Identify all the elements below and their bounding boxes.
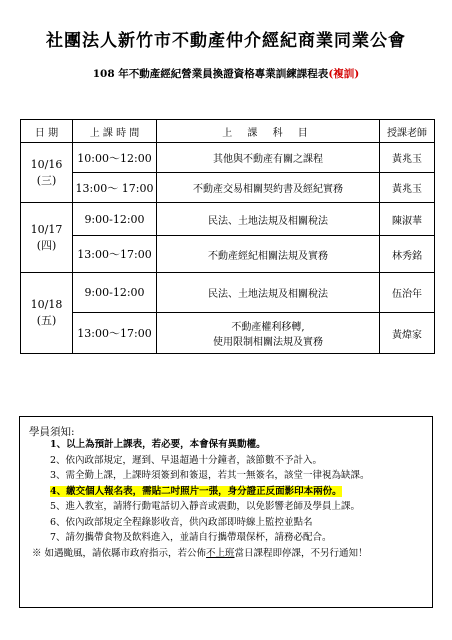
typhoon-text-underlined: 不上班 xyxy=(206,548,235,559)
teacher-cell: 伍治年 xyxy=(380,273,435,313)
header-time: 上 課 時 間 xyxy=(73,120,157,143)
notice-item: 1、以上為預計上課表，若必要，本會保有異動權。 xyxy=(50,439,266,450)
notice-item: 7、請勿攜帶食物及飲料進入，並請自行攜帶環保杯，請務必配合。 xyxy=(50,532,332,543)
typhoon-text-end: 當日課程即停課，不另行通知！ xyxy=(234,548,368,559)
table-row xyxy=(21,173,435,203)
course-subtitle xyxy=(0,66,452,81)
date-label: 10/16 xyxy=(30,157,63,171)
weekday-label: (三) xyxy=(36,173,57,187)
date-cell xyxy=(21,143,73,203)
table-row xyxy=(21,313,435,354)
table-row xyxy=(21,203,435,236)
notice-list xyxy=(50,437,425,546)
notice-item: 2、依內政部規定，遲到、早退超過十分鐘者，該節數不予計入。 xyxy=(50,454,323,466)
header-subject: 上 課 科 目 xyxy=(157,120,380,143)
typhoon-text-start: ※ 如遇颱風，請依縣市政府指示，若公佈 xyxy=(32,548,207,559)
teacher-cell: 黃兆玉 xyxy=(380,143,435,173)
subject-cell xyxy=(157,313,380,354)
date-label: 10/17 xyxy=(30,222,63,236)
teacher-cell: 陳淑華 xyxy=(380,203,435,236)
table-header-row xyxy=(21,120,435,143)
typhoon-notice xyxy=(32,546,368,561)
notice-item: 6、依內政部規定全程錄影收音，供內政部即時線上監控並點名 xyxy=(50,516,313,528)
time-cell: 10:00～12:00 xyxy=(73,143,157,173)
table-row xyxy=(21,273,435,313)
date-label: 10/18 xyxy=(30,298,63,311)
subject-line: 不動產權利移轉, xyxy=(231,322,305,333)
refresher-mark: (複訓) xyxy=(328,68,360,80)
subject-cell: 民法、土地法規及相關稅法 xyxy=(157,273,380,313)
date-cell xyxy=(21,203,73,273)
subject-cell: 不動產交易相關契約書及經紀實務 xyxy=(157,173,380,203)
date-cell xyxy=(21,273,73,354)
teacher-cell: 黃兆玉 xyxy=(380,173,435,203)
notice-item xyxy=(50,484,425,500)
notice-item: 5、進入教室，請將行動電話切入靜音或震動，以免影響老師及學員上課。 xyxy=(50,501,361,512)
student-notice-box xyxy=(19,416,433,608)
time-cell: 9:00-12:00 xyxy=(73,273,157,313)
highlighted-notice: 4、繳交個人報名表，需貼二吋照片一張，身分證正反面影印本兩份。 xyxy=(50,485,342,497)
subject-line: 使用限制相關法規及實務 xyxy=(213,337,323,348)
subject-cell: 民法、土地法規及相關稅法 xyxy=(157,203,380,236)
time-cell: 13:00～17:00 xyxy=(73,313,157,354)
header-teacher: 授課老師 xyxy=(380,120,435,143)
subject-cell: 其他與不動產有關之課程 xyxy=(157,143,380,173)
org-title: 社團法人新竹市不動產仲介經紀商業同業公會 xyxy=(46,31,406,51)
header-date: 日 期 xyxy=(21,120,73,143)
table-row xyxy=(21,236,435,273)
table-row xyxy=(21,143,435,173)
weekday-label: (四) xyxy=(36,238,57,252)
time-cell: 13:00～ 17:00 xyxy=(73,173,157,203)
teacher-cell: 黃煒家 xyxy=(380,313,435,354)
subject-cell: 不動產經紀相關法規及實務 xyxy=(157,236,380,273)
time-cell: 9:00-12:00 xyxy=(73,203,157,236)
weekday-label: (五) xyxy=(36,314,57,327)
notice-title: 學員須知: xyxy=(29,426,75,438)
notice-item: 3、需全勤上課，上課時須簽到和簽退，若其一無簽名，該堂一律視為缺課。 xyxy=(50,470,370,481)
teacher-cell: 林秀銘 xyxy=(380,236,435,273)
schedule-table xyxy=(20,119,435,354)
time-cell: 13:00～17:00 xyxy=(73,236,157,273)
subtitle-main: 108 年不動產經紀營業員換證資格專業訓練課程表 xyxy=(92,68,329,80)
